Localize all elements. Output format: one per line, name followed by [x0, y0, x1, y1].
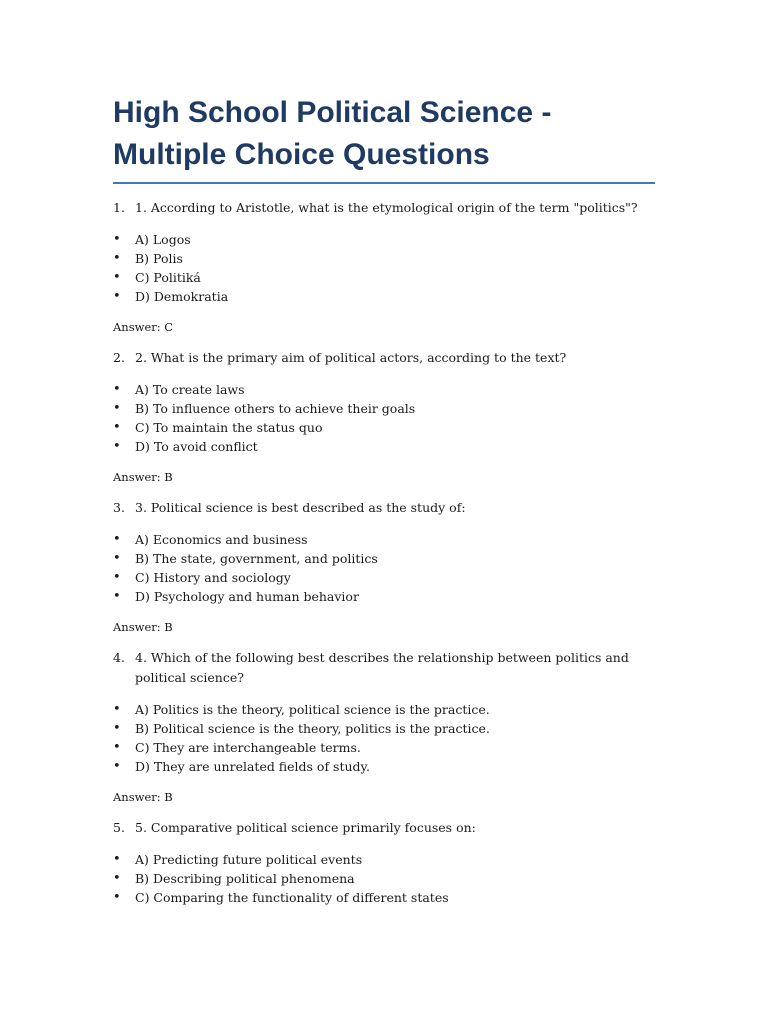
bullet-icon: • — [113, 439, 121, 454]
bullet-icon: • — [113, 401, 121, 416]
option-item — [113, 230, 658, 249]
option-list — [113, 380, 658, 456]
option-item — [113, 719, 658, 738]
option-text: D) Demokratia — [135, 289, 229, 304]
bullet-icon: • — [113, 871, 121, 886]
option-item — [113, 437, 658, 456]
document-title: High School Political Science - Multiple Choice Questions — [113, 96, 552, 171]
answer-line: Answer: B — [113, 620, 173, 634]
bullet-icon: • — [113, 382, 121, 397]
option-item — [113, 888, 658, 907]
option-item — [113, 850, 658, 869]
bullet-icon: • — [113, 532, 121, 547]
option-text: D) Psychology and human behavior — [135, 589, 359, 604]
bullet-icon: • — [113, 232, 121, 247]
option-text: B) To influence others to achieve their goals — [135, 401, 416, 416]
option-item — [113, 587, 658, 606]
option-item — [113, 380, 658, 399]
bullet-icon: • — [113, 721, 121, 736]
question — [113, 348, 658, 368]
option-item — [113, 568, 658, 587]
option-text: B) The state, government, and politics — [135, 551, 378, 566]
bullet-icon: • — [113, 890, 121, 905]
option-text: D) To avoid conflict — [135, 439, 258, 454]
option-list — [113, 700, 658, 776]
option-text: A) Logos — [135, 232, 191, 247]
question-text: 1. According to Aristotle, what is the etymological origin of the term "politics"? — [135, 200, 638, 215]
question-text: 4. Which of the following best describes the relationship between politics and political science? — [135, 650, 629, 685]
question-text: 5. Comparative political science primarily focuses on: — [135, 820, 476, 835]
bullet-icon: • — [113, 420, 121, 435]
option-text: A) To create laws — [135, 382, 245, 397]
option-item — [113, 549, 658, 568]
option-text: A) Economics and business — [135, 532, 308, 547]
bullet-icon: • — [113, 759, 121, 774]
bullet-icon: • — [113, 589, 121, 604]
question-number: 4. — [113, 650, 125, 665]
bullet-icon: • — [113, 852, 121, 867]
title-underline — [113, 182, 655, 184]
question — [113, 818, 658, 838]
question-number: 3. — [113, 500, 125, 515]
option-item — [113, 530, 658, 549]
question-text: 3. Political science is best described as the study of: — [135, 500, 466, 515]
option-item — [113, 268, 658, 287]
bullet-icon: • — [113, 702, 121, 717]
question-number: 2. — [113, 350, 125, 365]
question-number: 5. — [113, 820, 125, 835]
option-text: C) History and sociology — [135, 570, 291, 585]
bullet-icon: • — [113, 270, 121, 285]
option-item — [113, 287, 658, 306]
option-item — [113, 757, 658, 776]
option-text: C) They are interchangeable terms. — [135, 740, 361, 755]
option-item — [113, 399, 658, 418]
option-item — [113, 700, 658, 719]
option-text: B) Political science is the theory, politics is the practice. — [135, 721, 490, 736]
option-item — [113, 738, 658, 757]
option-item — [113, 418, 658, 437]
document-page — [113, 92, 658, 919]
answer-line: Answer: B — [113, 470, 173, 484]
option-text: D) They are unrelated fields of study. — [135, 759, 370, 774]
option-item — [113, 249, 658, 268]
option-text: B) Polis — [135, 251, 183, 266]
option-text: A) Predicting future political events — [135, 852, 363, 867]
option-text: C) To maintain the status quo — [135, 420, 323, 435]
bullet-icon: • — [113, 251, 121, 266]
option-list — [113, 230, 658, 306]
question — [113, 648, 658, 688]
question-text: 2. What is the primary aim of political actors, according to the text? — [135, 350, 567, 365]
bullet-icon: • — [113, 570, 121, 585]
bullet-icon: • — [113, 289, 121, 304]
question — [113, 498, 658, 518]
bullet-icon: • — [113, 551, 121, 566]
answer-line: Answer: C — [113, 320, 174, 334]
question — [113, 198, 658, 218]
question-number: 1. — [113, 200, 125, 215]
option-list — [113, 530, 658, 606]
option-text: A) Politics is the theory, political science is the practice. — [135, 702, 490, 717]
option-text: B) Describing political phenomena — [135, 871, 355, 886]
answer-line: Answer: B — [113, 790, 173, 804]
bullet-icon: • — [113, 740, 121, 755]
option-item — [113, 869, 658, 888]
option-list — [113, 850, 658, 907]
option-text: C) Politiká — [135, 270, 201, 285]
option-text: C) Comparing the functionality of different states — [135, 890, 449, 905]
